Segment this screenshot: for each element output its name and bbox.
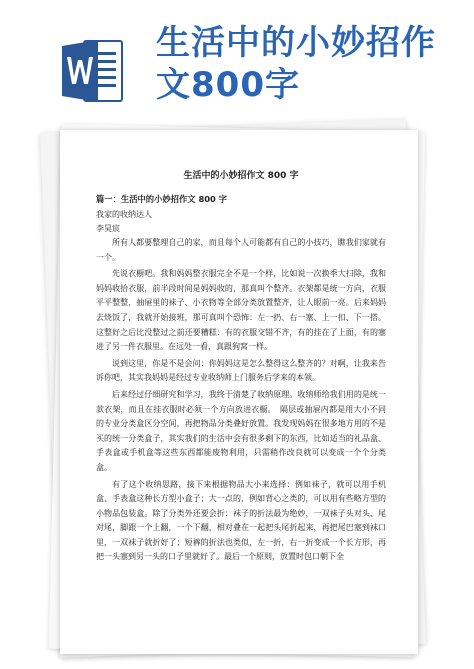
essay-author: 李昊宸 (96, 224, 120, 233)
word-icon (62, 38, 124, 104)
paragraph-3: 说到这里，你是不是会问：你妈妈这是怎么整得这么整齐的？对啊，让我来告诉你吧，其实我妈妈是经过专业收纳师上门服务后学来的本领。 (96, 358, 386, 383)
header-banner (0, 0, 474, 135)
paragraph-4: 后来经过仔细研究和学习，我终于清楚了收纳原理。收纳师给我们用的是统一款衣架，而且在挂衣服时必须一个方向放进衣橱。 隔层或抽屉内都是用大小不同的专业分类盒区分空间，再把物品分类叠好放置。我发现妈妈在很多地方用的不是买的统一分类盒子，其实我们的生活中会有很多剩下的东西，比如适当的礼品盒、手表盒或手机盒等这些东西都能废物利用，只需稍作改良就可以变成一个个分类盒。 (96, 389, 386, 472)
section-title: 篇一：生活中的小妙招作文 800 字 (96, 194, 227, 204)
essay-subtitle: 我家的收纳达人 (96, 210, 152, 219)
paragraph-1: 所有人都要整理自己的家，而且每个人可能都有自己的小技巧，瞧我们家就有一个。 (96, 238, 386, 262)
document-page (60, 130, 418, 654)
page-title: 生活中的小妙招作文 800 字 (183, 171, 299, 181)
paragraph-5: 有了这个收纳思路，接下来根据物品大小来选择：例如袜子，就可以用手机盒、手表盒这种长方型小盒子；大一点的，例如背心之类的，可以用有些略方型的小物品包装盒。除了分类外还要会折：袜子的折法最为绝妙，一双袜子头对头、尾对尾，脚跟一个上翻，一个下翻，相对叠在一起把头尾折起来，再把尾巴塞到袜口里，一双袜子就折好了；短裤的折法也类似，左一折，右一折变成一个长方形，再把一头塞到另一头的口子里就好了。最后一个原则，放置时包口朝下全 (96, 479, 386, 562)
paragraph-2: 先说衣橱吧。我和妈妈整衣服完全不是一个样，比如说一次换季大扫除，我和妈妈收拾衣服，前半段时间是妈妈收的，那真叫个整齐。衣架都是统一方向，衣服平平整整，抽屉里的袜子、小衣物等全部分类放置整齐，让人眼前一亮。后来妈妈去烧饭了，我就开始接班，那可真叫个恐怖：左一扔、右一塞、上一扣、下一搭。这整好之后比没整过之前还要糟糕：有的衣服交错不齐，有的挂在了上面，有的塞进了另一件衣服里。在远处一看，真跟狗窝一样。 (96, 269, 386, 352)
document-heading: 生活中的小妙招作文800字 (156, 23, 436, 105)
page-content (96, 168, 386, 567)
